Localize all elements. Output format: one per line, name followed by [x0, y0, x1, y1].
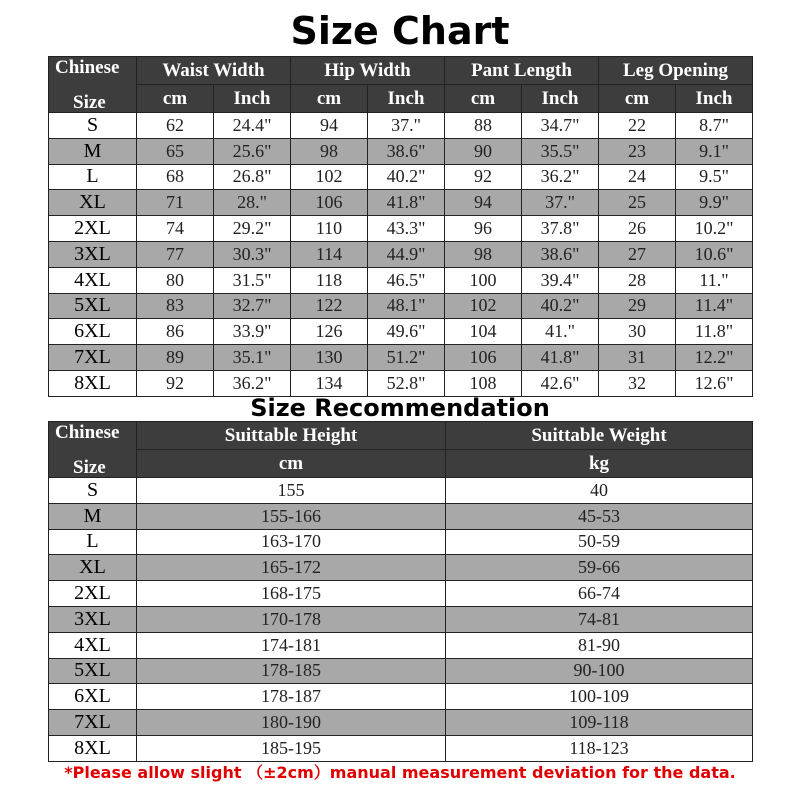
size-cell: L [49, 529, 137, 555]
value-cell: 41." [522, 319, 599, 345]
unit-header: kg [446, 450, 753, 478]
value-cell: 30 [599, 319, 676, 345]
value-cell: 44.9" [368, 241, 445, 267]
waist-width-header: Waist Width [137, 57, 291, 85]
value-cell: 92 [137, 370, 214, 396]
value-cell: 25.6" [214, 138, 291, 164]
size-recommendation-title: Size Recommendation [250, 394, 550, 422]
size-cell: 8XL [49, 370, 137, 396]
value-cell: 28 [599, 267, 676, 293]
value-cell: 24.4" [214, 113, 291, 139]
size-chart-table [48, 56, 753, 397]
unit-header: Inch [214, 85, 291, 113]
value-cell: 31 [599, 345, 676, 371]
value-cell: 49.6" [368, 319, 445, 345]
value-cell: 108 [445, 370, 522, 396]
pant-length-header: Pant Length [445, 57, 599, 85]
size-cell: 8XL [49, 735, 137, 761]
value-cell: 77 [137, 241, 214, 267]
value-cell: 110 [291, 216, 368, 242]
value-cell: 29.2" [214, 216, 291, 242]
value-cell: 185-195 [137, 735, 446, 761]
suittable-weight-header: Suittable Weight [446, 422, 753, 450]
unit-header: cm [137, 85, 214, 113]
value-cell: 100-109 [446, 684, 753, 710]
table-row [49, 267, 753, 293]
size-label: Size [73, 457, 106, 478]
value-cell: 106 [445, 345, 522, 371]
value-cell: 80 [137, 267, 214, 293]
size-label: Size [73, 92, 106, 113]
size-cell: L [49, 164, 137, 190]
value-cell: 38.6" [368, 138, 445, 164]
table-row [49, 632, 753, 658]
value-cell: 9.1" [676, 138, 753, 164]
value-cell: 102 [445, 293, 522, 319]
value-cell: 40.2" [368, 164, 445, 190]
size-cell: M [49, 503, 137, 529]
value-cell: 126 [291, 319, 368, 345]
value-cell: 66-74 [446, 581, 753, 607]
table-row [49, 606, 753, 632]
value-cell: 27 [599, 241, 676, 267]
table-row [49, 581, 753, 607]
size-cell: XL [49, 190, 137, 216]
value-cell: 81-90 [446, 632, 753, 658]
value-cell: 98 [445, 241, 522, 267]
value-cell: 96 [445, 216, 522, 242]
value-cell: 118-123 [446, 735, 753, 761]
chinese-label: Chinese [55, 57, 120, 78]
value-cell: 130 [291, 345, 368, 371]
value-cell: 74-81 [446, 606, 753, 632]
size-cell: 7XL [49, 345, 137, 371]
unit-header: cm [599, 85, 676, 113]
value-cell: 165-172 [137, 555, 446, 581]
value-cell: 50-59 [446, 529, 753, 555]
value-cell: 26 [599, 216, 676, 242]
table-row [49, 241, 753, 267]
value-cell: 90 [445, 138, 522, 164]
value-cell: 92 [445, 164, 522, 190]
suittable-height-header: Suittable Height [137, 422, 446, 450]
value-cell: 12.2" [676, 345, 753, 371]
size-cell: 2XL [49, 581, 137, 607]
table-row [49, 293, 753, 319]
value-cell: 11.4" [676, 293, 753, 319]
value-cell: 86 [137, 319, 214, 345]
size-cell: XL [49, 555, 137, 581]
size-cell: 5XL [49, 293, 137, 319]
value-cell: 26.8" [214, 164, 291, 190]
table-row [49, 345, 753, 371]
value-cell: 74 [137, 216, 214, 242]
value-cell: 89 [137, 345, 214, 371]
value-cell: 104 [445, 319, 522, 345]
value-cell: 109-118 [446, 710, 753, 736]
value-cell: 36.2" [214, 370, 291, 396]
size-recommendation-body [49, 478, 753, 762]
table-row [49, 684, 753, 710]
unit-header: cm [445, 85, 522, 113]
value-cell: 106 [291, 190, 368, 216]
value-cell: 12.6" [676, 370, 753, 396]
chinese-size-header [49, 57, 137, 113]
value-cell: 100 [445, 267, 522, 293]
value-cell: 90-100 [446, 658, 753, 684]
size-recommendation-table [48, 421, 753, 762]
value-cell: 180-190 [137, 710, 446, 736]
value-cell: 39.4" [522, 267, 599, 293]
value-cell: 40 [446, 478, 753, 504]
table-row [49, 478, 753, 504]
table-row [49, 164, 753, 190]
size-cell: S [49, 113, 137, 139]
table-row [49, 190, 753, 216]
value-cell: 51.2" [368, 345, 445, 371]
value-cell: 178-185 [137, 658, 446, 684]
table-row [49, 503, 753, 529]
value-cell: 46.5" [368, 267, 445, 293]
value-cell: 30.3" [214, 241, 291, 267]
value-cell: 41.8" [368, 190, 445, 216]
value-cell: 35.5" [522, 138, 599, 164]
value-cell: 122 [291, 293, 368, 319]
table-row [49, 529, 753, 555]
value-cell: 71 [137, 190, 214, 216]
value-cell: 37.8" [522, 216, 599, 242]
value-cell: 41.8" [522, 345, 599, 371]
size-cell: 3XL [49, 241, 137, 267]
value-cell: 28." [214, 190, 291, 216]
unit-header: cm [291, 85, 368, 113]
value-cell: 24 [599, 164, 676, 190]
value-cell: 9.9" [676, 190, 753, 216]
hip-width-header: Hip Width [291, 57, 445, 85]
value-cell: 134 [291, 370, 368, 396]
value-cell: 178-187 [137, 684, 446, 710]
chinese-size-header [49, 422, 137, 478]
table-row [49, 710, 753, 736]
size-cell: S [49, 478, 137, 504]
value-cell: 114 [291, 241, 368, 267]
value-cell: 31.5" [214, 267, 291, 293]
value-cell: 11.8" [676, 319, 753, 345]
value-cell: 35.1" [214, 345, 291, 371]
value-cell: 65 [137, 138, 214, 164]
value-cell: 29 [599, 293, 676, 319]
value-cell: 118 [291, 267, 368, 293]
table-row [49, 319, 753, 345]
unit-header: cm [137, 450, 446, 478]
value-cell: 94 [291, 113, 368, 139]
size-chart-body [49, 113, 753, 397]
size-cell: 2XL [49, 216, 137, 242]
unit-header: Inch [676, 85, 753, 113]
value-cell: 34.7" [522, 113, 599, 139]
value-cell: 174-181 [137, 632, 446, 658]
size-cell: 4XL [49, 632, 137, 658]
value-cell: 170-178 [137, 606, 446, 632]
value-cell: 48.1" [368, 293, 445, 319]
unit-header: Inch [522, 85, 599, 113]
value-cell: 22 [599, 113, 676, 139]
value-cell: 10.2" [676, 216, 753, 242]
value-cell: 37." [522, 190, 599, 216]
size-cell: 6XL [49, 684, 137, 710]
value-cell: 62 [137, 113, 214, 139]
value-cell: 168-175 [137, 581, 446, 607]
value-cell: 25 [599, 190, 676, 216]
measurement-note: *Please allow slight （±2cm）manual measurement deviation for the data. [64, 763, 736, 782]
value-cell: 155-166 [137, 503, 446, 529]
value-cell: 8.7" [676, 113, 753, 139]
size-cell: 4XL [49, 267, 137, 293]
table-row [49, 735, 753, 761]
value-cell: 32.7" [214, 293, 291, 319]
value-cell: 36.2" [522, 164, 599, 190]
value-cell: 40.2" [522, 293, 599, 319]
value-cell: 98 [291, 138, 368, 164]
value-cell: 43.3" [368, 216, 445, 242]
value-cell: 94 [445, 190, 522, 216]
value-cell: 88 [445, 113, 522, 139]
value-cell: 33.9" [214, 319, 291, 345]
leg-opening-header: Leg Opening [599, 57, 753, 85]
value-cell: 83 [137, 293, 214, 319]
value-cell: 9.5" [676, 164, 753, 190]
value-cell: 68 [137, 164, 214, 190]
value-cell: 42.6" [522, 370, 599, 396]
table-row [49, 113, 753, 139]
size-cell: 6XL [49, 319, 137, 345]
table-row [49, 658, 753, 684]
size-cell: 5XL [49, 658, 137, 684]
value-cell: 23 [599, 138, 676, 164]
value-cell: 11." [676, 267, 753, 293]
table-row [49, 216, 753, 242]
value-cell: 38.6" [522, 241, 599, 267]
value-cell: 52.8" [368, 370, 445, 396]
size-cell: 3XL [49, 606, 137, 632]
unit-header: Inch [368, 85, 445, 113]
size-cell: 7XL [49, 710, 137, 736]
table-row [49, 138, 753, 164]
table-row [49, 370, 753, 396]
chinese-label: Chinese [55, 422, 120, 443]
size-cell: M [49, 138, 137, 164]
value-cell: 37." [368, 113, 445, 139]
size-chart-title: Size Chart [290, 9, 510, 53]
value-cell: 10.6" [676, 241, 753, 267]
value-cell: 102 [291, 164, 368, 190]
value-cell: 155 [137, 478, 446, 504]
value-cell: 45-53 [446, 503, 753, 529]
value-cell: 59-66 [446, 555, 753, 581]
value-cell: 163-170 [137, 529, 446, 555]
value-cell: 32 [599, 370, 676, 396]
table-row [49, 555, 753, 581]
